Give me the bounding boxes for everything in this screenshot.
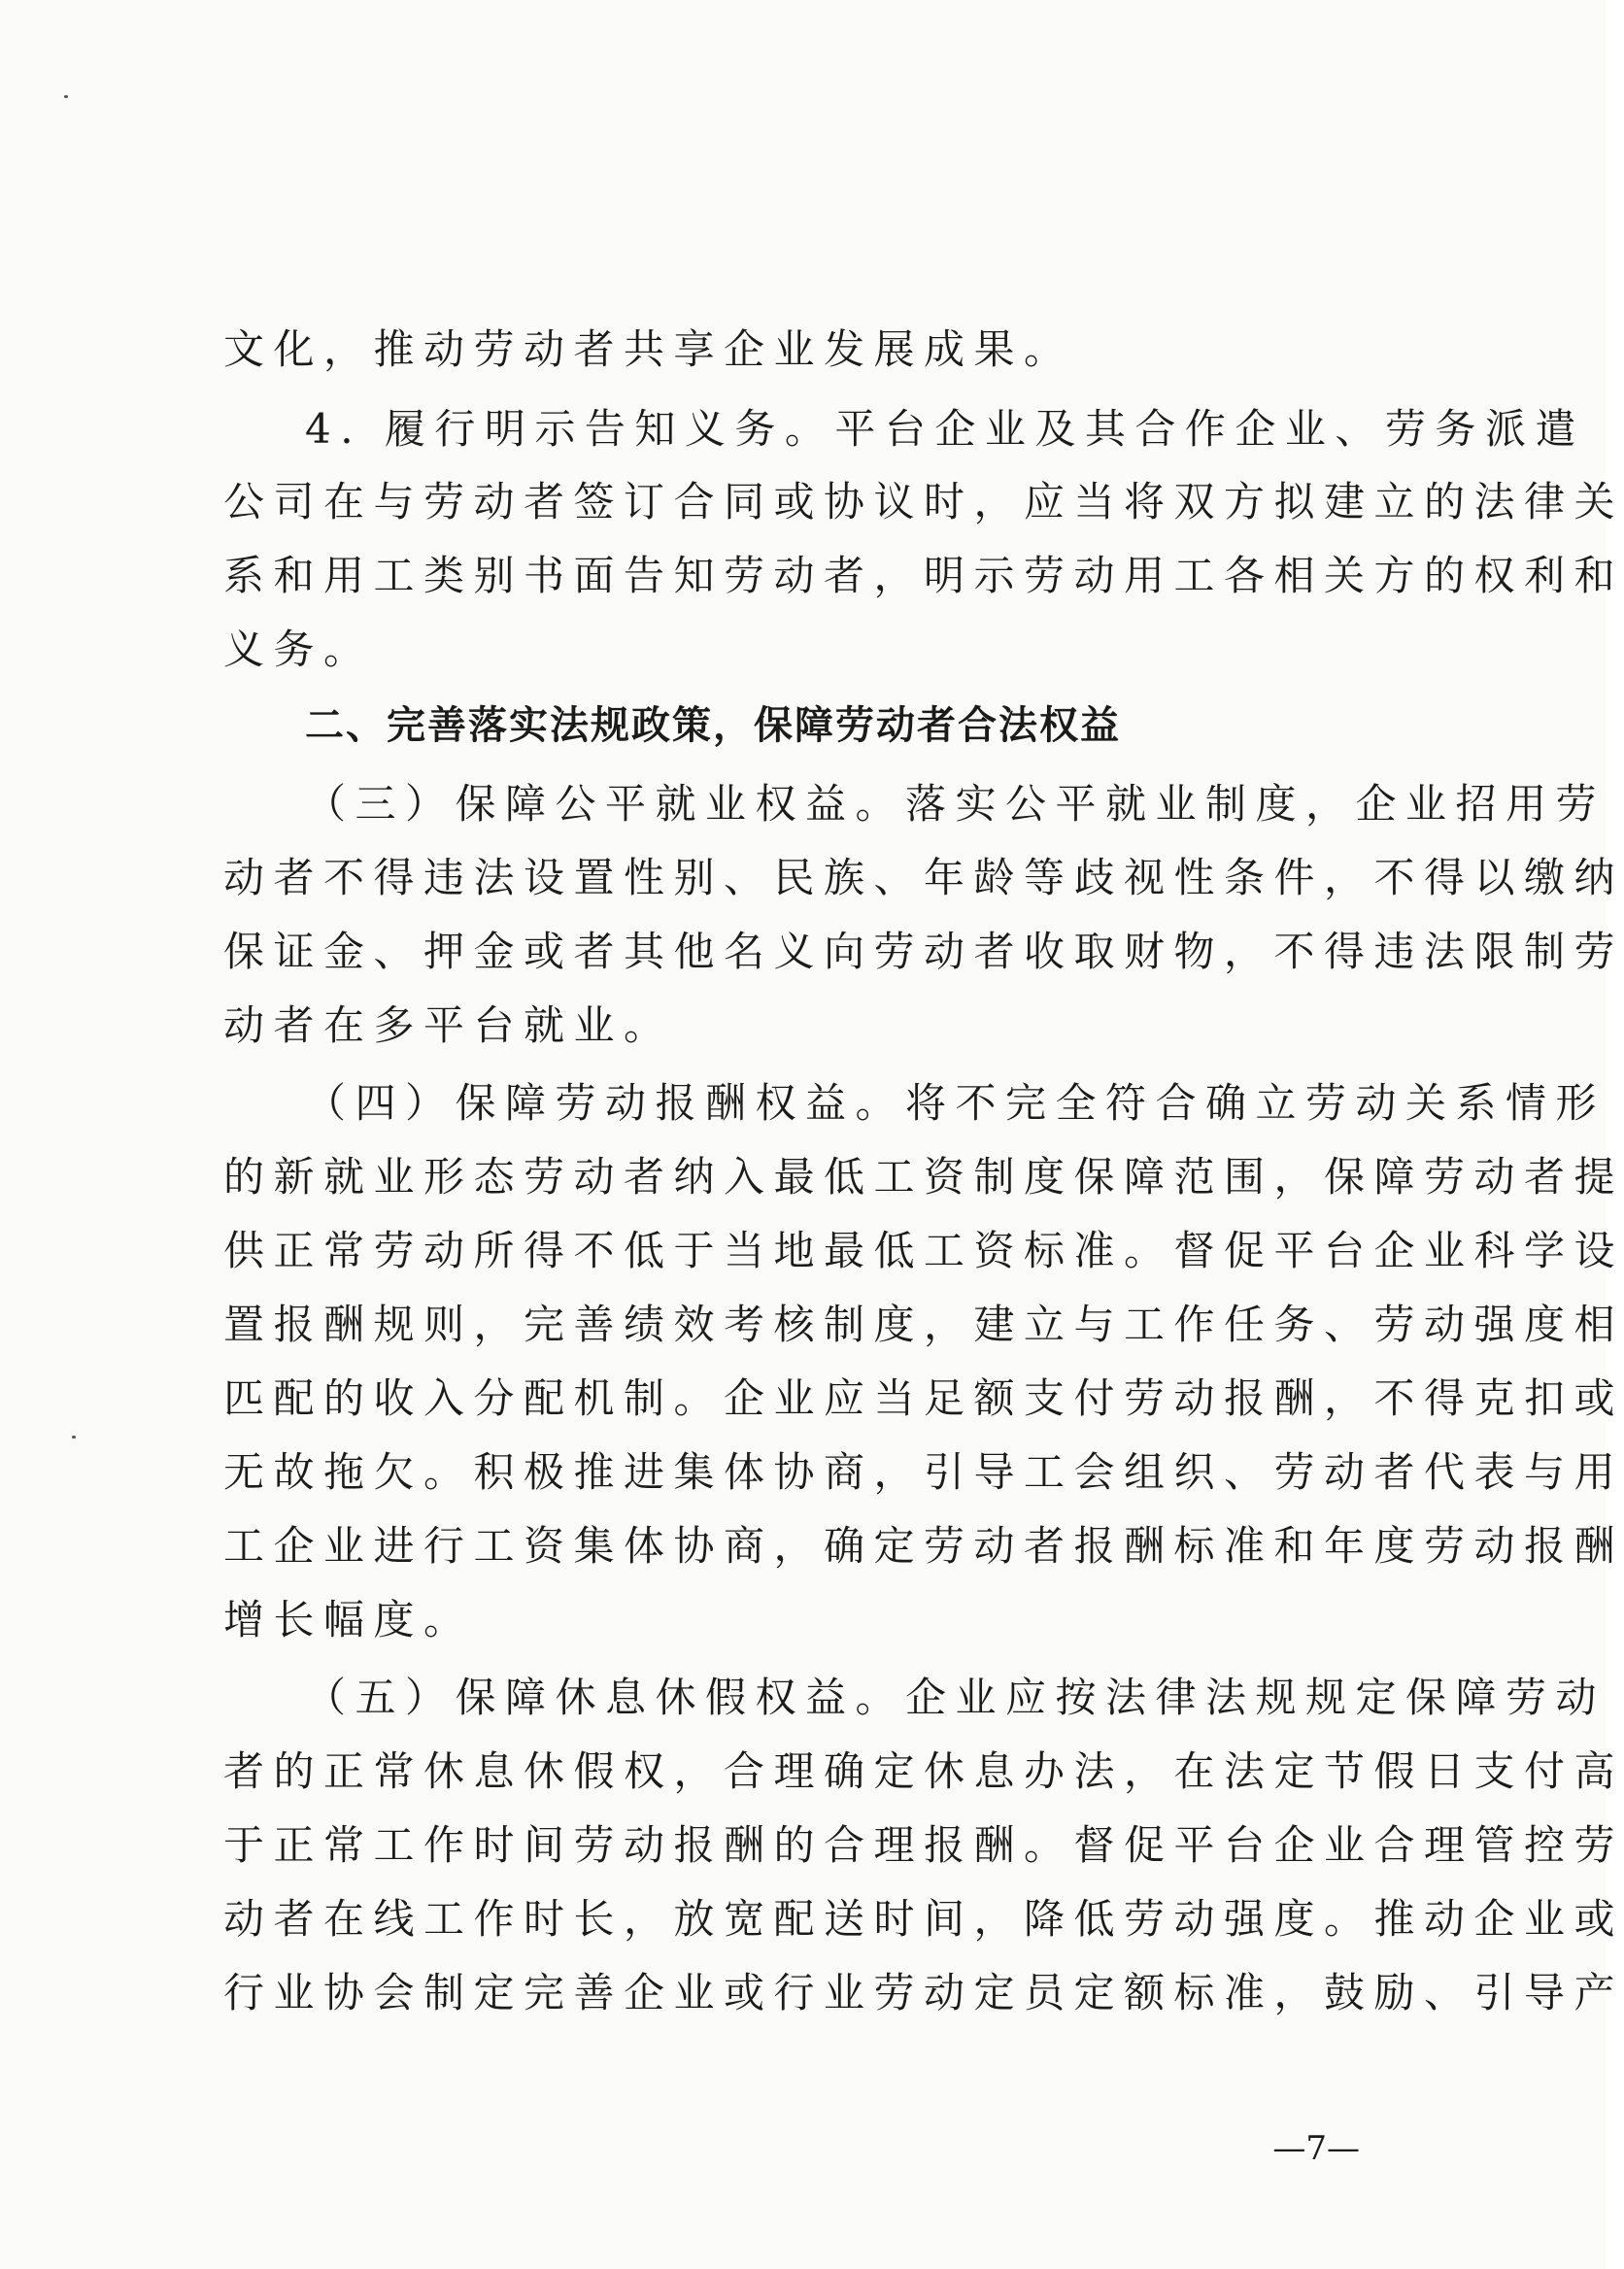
body-line: 动者在多平台就业。: [223, 1001, 674, 1049]
page-number: —7—: [1272, 2129, 1360, 2168]
body-line: 匹配的收入分配机制。企业应当足额支付劳动报酬，不得克扣或: [223, 1374, 1624, 1422]
body-line: 公司在与劳动者签订合同或协议时，应当将双方拟建立的法律关: [223, 478, 1624, 525]
scan-speck: [64, 95, 68, 98]
scan-speck: [72, 1436, 76, 1439]
body-line: 增长幅度。: [223, 1596, 474, 1643]
body-line-item-5: （五）保障休息休假权益。企业应按法律法规规定保障劳动: [305, 1674, 1607, 1721]
body-line: 于正常工作时间劳动报酬的合理报酬。督促平台企业合理管控劳: [223, 1821, 1624, 1869]
body-line: 动者在线工作时长，放宽配送时间，降低劳动强度。推动企业或: [223, 1895, 1624, 1943]
body-line: 动者不得违法设置性别、民族、年龄等歧视性条件，不得以缴纳: [223, 854, 1624, 901]
section-heading: 二、完善落实法规政策，保障劳动者合法权益: [305, 703, 1121, 748]
body-line: 供正常劳动所得不低于当地最低工资标准。督促平台企业科学设: [223, 1227, 1624, 1274]
body-line-item-3: （三）保障公平就业权益。落实公平就业制度，企业招用劳: [305, 780, 1607, 828]
body-line: 文化，推动劳动者共享企业发展成果。: [223, 325, 1074, 373]
body-line: 工企业进行工资集体协商，确定劳动者报酬标准和年度劳动报酬: [223, 1522, 1624, 1570]
body-line: 无故拖欠。积极推进集体协商，引导工会组织、劳动者代表与用: [223, 1448, 1624, 1496]
body-line: 保证金、押金或者其他名义向劳动者收取财物，不得违法限制劳: [223, 928, 1624, 975]
body-line-item-4-wages: （四）保障劳动报酬权益。将不完全符合确立劳动关系情形: [305, 1079, 1607, 1127]
body-line: 的新就业形态劳动者纳入最低工资制度保障范围，保障劳动者提: [223, 1153, 1624, 1201]
body-line: 行业协会制定完善企业或行业劳动定员定额标准，鼓励、引导产: [223, 1969, 1624, 2016]
body-line: 义务。: [223, 626, 374, 673]
body-line: 者的正常休息休假权，合理确定休息办法，在法定节假日支付高: [223, 1747, 1624, 1795]
body-line: 系和用工类别书面告知劳动者，明示劳动用工各相关方的权利和: [223, 552, 1624, 599]
body-line-item-4: 4. 履行明示告知义务。平台企业及其合作企业、劳务派遣: [305, 405, 1585, 453]
body-line: 置报酬规则，完善绩效考核制度，建立与工作任务、劳动强度相: [223, 1301, 1624, 1348]
